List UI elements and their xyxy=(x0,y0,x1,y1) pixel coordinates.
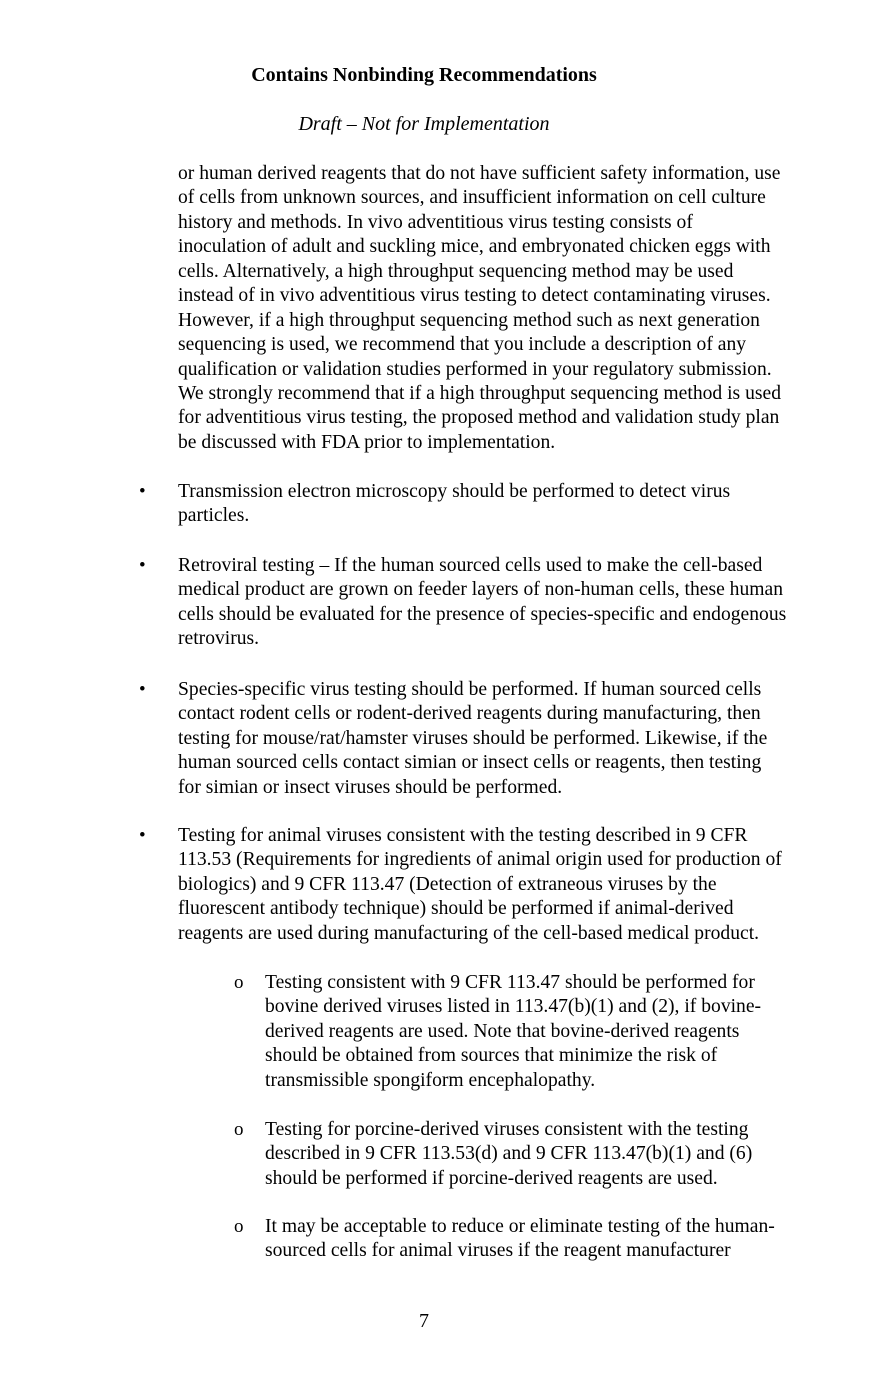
text-line: described in 9 CFR 113.53(d) and 9 CFR 113.47(b)(1) and (6) xyxy=(265,1143,753,1165)
text-line: human sourced cells contact simian or insect cells or reagents, then testing xyxy=(178,752,762,774)
bullet-marker: • xyxy=(139,825,146,846)
bullet-marker: • xyxy=(139,679,146,700)
text-line: Testing for porcine-derived viruses consistent with the testing xyxy=(265,1119,749,1140)
text-line: bovine derived viruses listed in 113.47(b)(1) and (2), if bovine- xyxy=(265,996,762,1018)
text-line: Retroviral testing – If the human sourced cells used to make the cell-based xyxy=(178,555,763,576)
text-line: derived reagents are used. Note that bovine-derived reagents xyxy=(265,1020,740,1042)
text-line: Testing consistent with 9 CFR 113.47 should be performed for xyxy=(265,972,755,993)
text-line: instead of in vivo adventitious virus testing to detect contaminating viruses. xyxy=(178,285,771,307)
text-line: However, if a high throughput sequencing method such as next generation xyxy=(178,309,760,331)
text-line: retrovirus. xyxy=(178,628,260,650)
sub-bullet-marker: o xyxy=(234,1119,244,1140)
text-line: It may be acceptable to reduce or eliminate testing of the human- xyxy=(265,1216,775,1237)
text-line: of cells from unknown sources, and insufficient information on cell culture xyxy=(178,187,766,209)
bullet-item xyxy=(178,554,786,652)
text-line: sourced cells for animal viruses if the reagent manufacturer xyxy=(265,1240,731,1262)
bullet-item xyxy=(178,480,730,529)
page-header-draft-notice: Draft – Not for Implementation xyxy=(298,113,550,135)
text-line: for simian or insect viruses should be performed. xyxy=(178,776,563,798)
text-line: sequencing is used, we recommend that you include a description of any xyxy=(178,334,747,356)
text-line: reagents are used during manufacturing of the cell-based medical product. xyxy=(178,922,760,944)
bullet-marker: • xyxy=(139,555,146,576)
sub-bullet-marker: o xyxy=(234,1216,244,1237)
text-line: cells should be evaluated for the presence of species-specific and endogenous xyxy=(178,603,787,625)
continuation-paragraph xyxy=(178,162,781,455)
text-line: cells. Alternatively, a high throughput sequencing method may be used xyxy=(178,260,734,282)
bullet-item xyxy=(178,824,782,946)
text-line: 113.53 (Requirements for ingredients of animal origin used for production of xyxy=(178,849,782,871)
text-line: history and methods. In vivo adventitious virus testing consists of xyxy=(178,211,693,233)
text-line: Species-specific virus testing should be performed. If human sourced cells xyxy=(178,679,762,700)
text-line: particles. xyxy=(178,505,250,527)
text-line: transmissible spongiform encephalopathy. xyxy=(265,1069,596,1091)
sub-bullet-item xyxy=(265,1215,775,1264)
sub-bullet-item xyxy=(265,971,761,1093)
text-line: qualification or validation studies performed in your regulatory submission. xyxy=(178,358,772,380)
page-header-title: Contains Nonbinding Recommendations xyxy=(251,64,597,86)
bullet-item xyxy=(178,678,767,800)
bullet-marker: • xyxy=(139,481,146,502)
text-line: contact rodent cells or rodent-derived reagents during manufacturing, then xyxy=(178,703,761,725)
text-line: or human derived reagents that do not have sufficient safety information, use xyxy=(178,163,781,184)
text-line: for adventitious virus testing, the proposed method and validation study plan xyxy=(178,407,780,429)
text-line: inoculation of adult and suckling mice, and embryonated chicken eggs with xyxy=(178,236,771,258)
text-line: be discussed with FDA prior to implementation. xyxy=(178,431,556,453)
text-line: biologics) and 9 CFR 113.47 (Detection of extraneous viruses by the xyxy=(178,873,717,895)
text-line: Testing for animal viruses consistent with the testing described in 9 CFR xyxy=(178,825,748,846)
sub-bullet-item xyxy=(265,1118,752,1191)
text-line: should be obtained from sources that minimize the risk of xyxy=(265,1045,718,1067)
text-line: We strongly recommend that if a high throughput sequencing method is used xyxy=(178,382,781,404)
text-line: should be performed if porcine-derived reagents are used. xyxy=(265,1167,718,1189)
text-line: Transmission electron microscopy should be performed to detect virus xyxy=(178,481,731,502)
page-number: 7 xyxy=(419,1310,429,1332)
text-line: fluorescent antibody technique) should be performed if animal-derived xyxy=(178,898,734,920)
sub-bullet-marker: o xyxy=(234,972,244,993)
text-line: medical product are grown on feeder layers of non-human cells, these human xyxy=(178,579,784,601)
text-line: testing for mouse/rat/hamster viruses should be performed. Likewise, if the xyxy=(178,727,768,749)
